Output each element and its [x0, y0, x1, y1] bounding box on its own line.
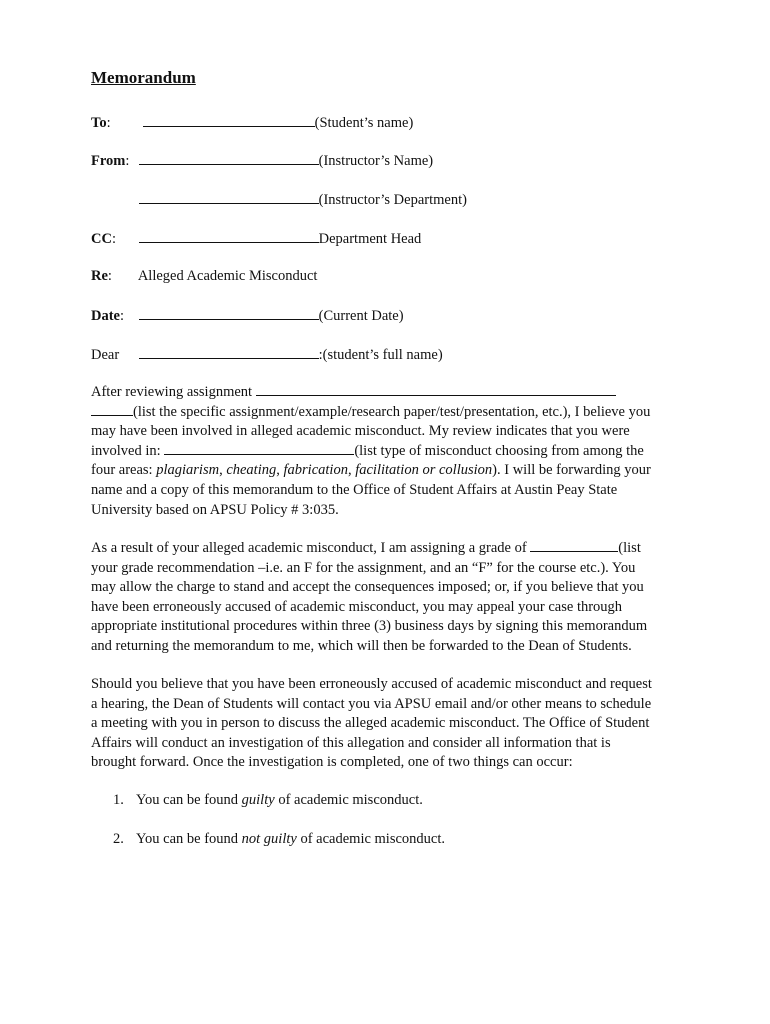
grade-blank[interactable]: [530, 539, 618, 552]
date-label: Date: [91, 308, 120, 324]
paragraph-assignment: After reviewing assignment (list the specific assignment/example/research paper/test/presentation, etc.), I believe you may have been involved in alleged academic misconduct. My review indicates that you were involved in: (list type of misconduct choosing from among the four areas: plagiarism, cheating, fabrication, facilitation or collusion). I will be forwarding your name and a copy of this memorandum to the Office of Student Affairs at Austin Peay State University based on APSU Policy # 3:035.: [91, 384, 651, 518]
dear-line: [91, 346, 443, 364]
to-line: To: (Student’s name): [91, 115, 414, 131]
assignment-blank[interactable]: [256, 383, 616, 396]
date-hint: (Current Date): [318, 308, 404, 324]
memo-title: Memorandum: [91, 68, 196, 87]
cc-hint: Department Head: [318, 231, 422, 247]
department-line: [91, 191, 467, 209]
instructor-name-blank[interactable]: [139, 152, 319, 165]
paragraph-grade: As a result of your alleged academic misconduct, I am assigning a grade of (list your grade recommendation –i.e. an F for the assignment, and an “F” for the course etc.). You may allow the charge to stand and accept the consequences imposed; or, if you believe that you have been erroneously accused of academic misconduct, you may appeal your case through appropriate institutional procedures within three (3) business days by signing this memorandum and returning the memorandum to me, which will then be forwarded to the Dean of Students.: [91, 540, 648, 654]
misconduct-type-blank[interactable]: [164, 442, 354, 455]
department-hint: (Instructor’s Department): [318, 192, 467, 208]
cc-blank[interactable]: [139, 230, 319, 243]
re-value: Alleged Academic Misconduct: [137, 268, 318, 284]
paragraph-appeal: Should you believe that you have been erroneously accused of academic misconduct and request a hearing, the Dean of Students will contact you via APSU email and/or other means to schedule a meeting with you in person to discuss the alleged academic misconduct. The Office of Student Affairs will conduct an investigation of this allegation and consider all information that is brought forward. Once the investigation is completed, one of two things can occur:: [91, 676, 652, 771]
list-item: 1. You can be found guilty of academic misconduct.: [113, 792, 423, 808]
from-label: From: [91, 153, 126, 169]
date-blank[interactable]: [139, 307, 319, 320]
cc-line: CC: Department Head: [91, 231, 422, 247]
from-line: From: (Instructor’s Name): [91, 153, 434, 169]
assignment-blank-cont[interactable]: [91, 403, 133, 416]
full-name-blank[interactable]: [139, 346, 319, 359]
department-blank[interactable]: [139, 191, 319, 204]
date-line: Date: (Current Date): [91, 308, 404, 324]
to-label: To: [91, 115, 107, 131]
to-hint: (Student’s name): [314, 115, 414, 131]
dear-hint: :(student’s full name): [318, 347, 443, 363]
dear-label: Dear: [91, 347, 120, 363]
list-item: 2. You can be found not guilty of academic misconduct.: [113, 831, 446, 847]
student-name-blank[interactable]: [143, 114, 315, 127]
re-label: Re: [91, 268, 108, 284]
cc-label: CC: [91, 231, 112, 247]
re-line: Re: Alleged Academic Misconduct: [91, 268, 318, 284]
from-hint: (Instructor’s Name): [318, 153, 434, 169]
